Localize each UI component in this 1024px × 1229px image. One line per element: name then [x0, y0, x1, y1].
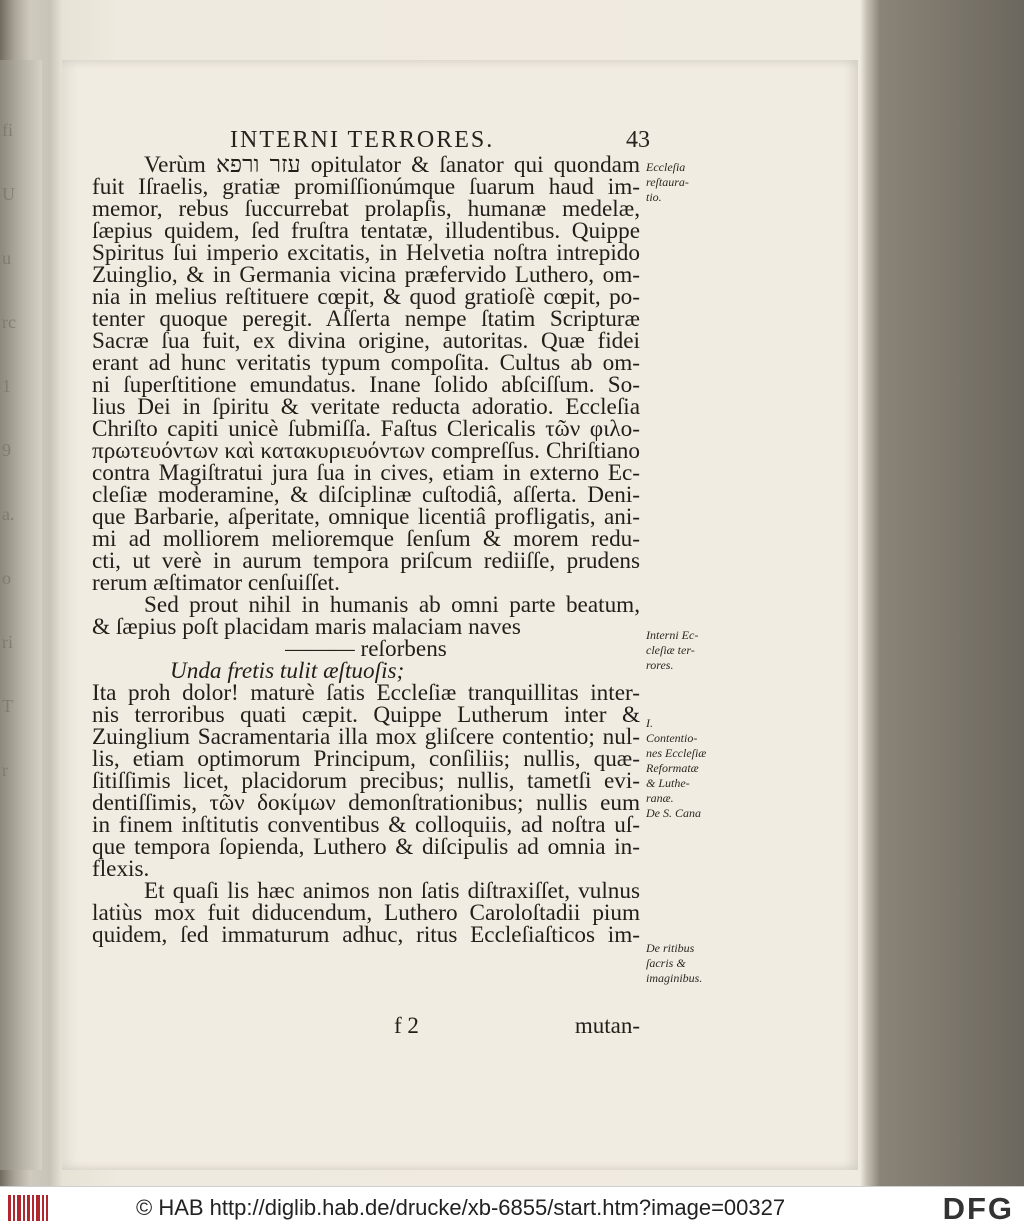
text-line: lius Dei in ſpiritu & veritate reducta adoratio. Eccleſia: [92, 394, 640, 420]
margin-note-interni-terrores: [646, 628, 736, 673]
bleed-glyph: U: [2, 184, 15, 204]
text-line: Ita proh dolor! maturè ſatis Eccleſiæ tranquillitas inter-: [92, 680, 640, 706]
text-line: fuit Iſraelis, gratiæ promiſſionúmque ſuarum haud im-: [92, 174, 640, 200]
margin-note-line: rores.: [646, 658, 674, 672]
text-line: Unda fretis tulit æſtuoſis;: [170, 658, 405, 684]
margin-note-line: imaginibus.: [646, 971, 703, 985]
margin-note-line: Contentio-: [646, 731, 698, 745]
bleed-glyph: u: [2, 248, 11, 268]
main-text-block: [92, 154, 640, 946]
text-line: in finem inſtitutis conventibus & colloquiis, ad noſtra uſ-: [92, 812, 640, 838]
bleed-glyph: 1: [2, 376, 11, 396]
text-line: dentiſſimis, τῶν δοκίμων demonſtrationibus; nullis eum: [92, 790, 640, 816]
dfg-logo: DFG: [942, 1191, 1014, 1226]
margin-note-line: De ritibus: [646, 941, 695, 955]
text-line: que tempora ſopienda, Luthero & diſcipulis ad omnia in-: [92, 834, 640, 860]
bleed-glyph: r: [2, 760, 8, 780]
text-line: quidem, ſed immaturum adhuc, ritus Eccleſiaſticos im-: [92, 922, 640, 948]
text-line: Sacræ ſua fuit, ex divina origine, autoritas. Quæ fidei: [92, 328, 640, 354]
running-header: [230, 127, 650, 155]
text-line: nia in melius reſtituere cœpit, & quod gratioſè cœpit, po-: [92, 284, 640, 310]
margin-note-line: Reformatæ: [646, 761, 699, 775]
margin-note-line: cleſiæ ter-: [646, 643, 695, 657]
bleed-glyph: T: [2, 696, 13, 716]
text-line: flexis.: [92, 856, 150, 882]
text-line: ſæpius quidem, ſed fruſtra tentatæ, illudentibus. Quippe: [92, 218, 640, 244]
text-line: Verùm עזר ורפא opitulator & ſanator qui quondam: [144, 152, 641, 178]
source-credit-link[interactable]: © HAB http://diglib.hab.de/drucke/xb-6855/start.htm?image=00327: [136, 1195, 786, 1220]
header-title: INTERNI TERRORES.: [230, 127, 495, 153]
text-line: cti, ut verè in aurum tempora priſcum rediiſſe, prudens: [92, 548, 640, 574]
text-line: ni ſuperſtitione emundatus. Inane ſolido abſciſſum. So-: [92, 372, 640, 398]
text-line: lis, etiam optimorum Principum, conſiliis; nullis, quæ-: [92, 746, 640, 772]
catchword: mutan-: [574, 1013, 640, 1038]
margin-note-ecclesia-restauratio: [646, 160, 736, 205]
text-line: que Barbarie, aſperitate, omnique licentiâ profligatis, ani-: [92, 504, 640, 530]
margin-note-line: reſtaura-: [646, 175, 689, 189]
margin-note-contentiones: [646, 716, 736, 821]
text-line: Zuinglio, & in Germania vicina præfervido Luthero, om-: [92, 262, 640, 288]
bleed-glyph: ri: [2, 632, 13, 652]
margin-note-line: & Luthe-: [646, 776, 690, 790]
bleed-glyph: o: [2, 568, 11, 588]
text-line: rerum æſtimator cenſuiſſet.: [92, 570, 340, 596]
text-line: Sed prout nihil in humanis ab omni parte beatum,: [144, 592, 640, 618]
text-line: ——— reſorbens: [285, 636, 447, 662]
text-line: memor, rebus ſuccurrebat prolapſis, humanæ medelæ,: [92, 196, 640, 222]
text-line: tenter quoque peregit. Aſſerta nempe ſtatim Scripturæ: [92, 306, 640, 332]
margin-note-de-ritibus: [646, 941, 736, 986]
text-line: Zuinglium Sacramentaria illa mox gliſcere contentio; nul-: [92, 724, 640, 750]
margin-note-line: tio.: [646, 190, 662, 204]
margin-note-line: ranæ.: [646, 791, 674, 805]
text-line: Et quaſi lis hæc animos non ſatis diſtraxiſſet, vulnus: [144, 878, 640, 904]
page-number: 43: [626, 127, 650, 153]
text-line: mi ad molliorem melioremque ſenſum & morem redu-: [92, 526, 640, 552]
text-line: πρωτευόντων καὶ κατακυριευόντων compreſſus. Chriſtiano: [92, 438, 640, 464]
text-line: erant ad hunc veritatis typum compoſita. Cultus ab om-: [92, 350, 640, 376]
credit-bar: [0, 1186, 1024, 1229]
text-line: & ſæpius poſt placidam maris malaciam naves: [92, 614, 521, 640]
margin-note-line: De S. Cana: [646, 806, 701, 820]
barcode-icon: [6, 1193, 50, 1223]
bleed-glyph: a.: [2, 504, 15, 524]
signature-mark: f 2: [394, 1013, 419, 1038]
page-footer: [92, 1013, 640, 1039]
text-line: latiùs mox fuit diducendum, Luthero Caroloſtadii pium: [92, 900, 640, 926]
margin-note-line: Eccleſia: [646, 160, 686, 174]
margin-note-line: Interni Ec-: [646, 628, 699, 642]
margin-note-line: ſacris &: [646, 956, 686, 970]
bleed-glyph: 9: [2, 440, 11, 460]
margin-note-line: I.: [646, 716, 653, 730]
text-line: cleſiæ moderamine, & diſciplinæ cuſtodiâ, aſſerta. Deni-: [92, 482, 640, 508]
text-line: Chriſto capiti unicè ſubmiſſa. Faſtus Clericalis τῶν φιλο-: [92, 416, 640, 442]
text-line: Spiritus ſui imperio excitatis, in Helvetia noſtra intrepido: [92, 240, 640, 266]
facing-page-edge: [0, 60, 42, 1170]
bleed-glyph: rc: [2, 312, 16, 332]
text-line: nis terroribus quati cæpit. Quippe Lutherum inter &: [92, 702, 640, 728]
text-line: ſitiſſimis licet, placidorum precibus; nullis, tametſi evi-: [92, 768, 640, 794]
margin-note-line: nes Eccleſiæ: [646, 746, 707, 760]
text-line: contra Magiſtratui jura ſua in cives, etiam in externo Ec-: [92, 460, 640, 486]
bleed-glyph: fi: [2, 120, 13, 140]
